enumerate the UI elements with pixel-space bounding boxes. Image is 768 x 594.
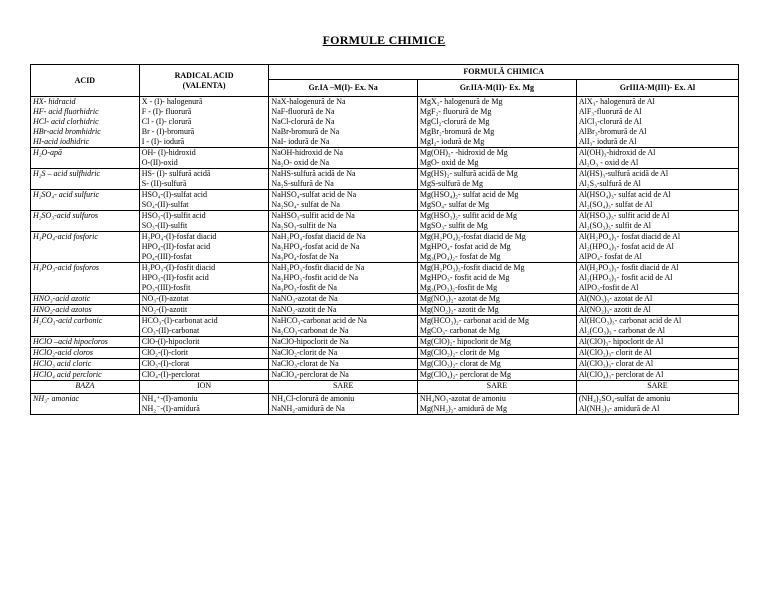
cell-line: Al(NO₃)₃- azotat de Al <box>578 294 653 303</box>
cell-line: S- (II)-sulfură <box>141 179 187 188</box>
cell-line: NaI- iodură de Na <box>271 137 330 146</box>
radical-cell <box>139 305 269 316</box>
cell-line: Al₂(SO₃)₃- sulfit de Al <box>578 221 651 230</box>
al-salt-cell <box>576 211 738 232</box>
table-row <box>31 211 739 232</box>
al-salt-cell <box>576 263 738 294</box>
na-salt-cell <box>269 294 417 305</box>
na-salt-cell <box>269 211 417 232</box>
cell-line: Br - (I)-bromură <box>141 127 195 136</box>
cell-line: PO₄-(III)-fosfat <box>141 252 192 261</box>
al-salt-cell <box>576 294 738 305</box>
na-salt-cell <box>269 190 417 211</box>
cell-line: Al(H₂PO₄)₃- fosfat diacid de Al <box>578 232 681 241</box>
acid-cell <box>31 359 140 370</box>
section-sare-al: SARE <box>576 381 738 394</box>
mg-salt-cell <box>417 370 576 381</box>
cell-line: MgBr₂-bromură de Mg <box>419 127 495 136</box>
cell-line: Na₂CO₃-carbonat de Na <box>271 326 349 335</box>
header-acid: ACID <box>31 65 140 97</box>
radical-cell <box>139 97 269 148</box>
cell-line: H₂PO₄-(I)-fosfat diacid <box>141 232 217 241</box>
cell-line: HClO₄ acid percloric <box>33 370 102 379</box>
mg-salt-cell <box>417 169 576 190</box>
cell-line: NaH₂PO₃-fosfit diacid de Na <box>271 263 365 272</box>
cell-line: NaCl-clorură de Na <box>271 117 335 126</box>
na-salt-cell <box>269 148 417 169</box>
cell-line: Na₂SO₄- sulfat de Na <box>271 200 340 209</box>
cell-line: Mg(H₂PO₄)₂-fosfat diacid de Mg <box>419 232 526 241</box>
section-baza: BAZA <box>31 381 140 394</box>
cell-line: HSO₄-(I)-sulfat acid <box>141 190 207 199</box>
radical-cell <box>139 337 269 348</box>
cell-line: Mg₃(PO₄)₂- fosfat de Mg <box>419 252 501 261</box>
cell-line: Na₂HPO₃-fosfit acid de Na <box>271 273 359 282</box>
section-ion: ION <box>139 381 269 394</box>
cell-line: NO₃-(I)-azotat <box>141 294 189 303</box>
cell-line: NH₃- amoniac <box>33 394 80 403</box>
acid-cell <box>31 190 140 211</box>
cell-line: MgCl₂-clorură de Mg <box>419 117 490 126</box>
cell-line: MgF₂- fluorură de Mg <box>419 107 492 116</box>
cell-line: Mg₃(PO₃)₂-fosfit de Mg <box>419 283 498 292</box>
na-salt-cell <box>269 359 417 370</box>
mg-salt-cell <box>417 337 576 348</box>
cell-line: MgHPO₃- fosfit acid de Mg <box>419 273 510 282</box>
cell-line: ClO₃-(I)-clorat <box>141 359 190 368</box>
cell-line: Mg(NH₂)₂- amidură de Mg <box>419 404 508 413</box>
cell-line: NaNO₂-azotit de Na <box>271 305 337 314</box>
cell-line: HPO₄-(II)-fosfat acid <box>141 242 211 251</box>
cell-line: HF- acid fluorhidric <box>33 107 99 116</box>
cell-line: Al(NO₂)₃- azotit de Al <box>578 305 651 314</box>
cell-line: H₂PO₃-(I)-fosfit diacid <box>141 263 216 272</box>
base-section-header <box>31 381 739 394</box>
al-salt-cell <box>576 232 738 263</box>
table-row <box>31 190 739 211</box>
cell-line: Mg(ClO₄)₂- perclorat de Mg <box>419 370 512 379</box>
acid-cell <box>31 316 140 337</box>
cell-line: HNO₂-acid azotos <box>33 305 92 314</box>
cell-line: X - (I)- halogenură <box>141 97 203 106</box>
cell-line: HNO₃-acid azotic <box>33 294 91 303</box>
cell-line: Al₂S₃-sulfură de Al <box>578 179 641 188</box>
cell-line: HSO₃-(I)-sulfit acid <box>141 211 206 220</box>
cell-line: Al(ClO)₃- hipoclorit de Al <box>578 337 664 346</box>
cell-line: Na₂O- oxid de Na <box>271 158 330 167</box>
cell-line: Mg(H₂PO₃)₂-fosfit diacid de Mg <box>419 263 525 272</box>
cell-line: HX- hidracid <box>33 97 76 106</box>
table-row <box>31 169 739 190</box>
header-group-na: Gr.IA –M(I)- Ex. Na <box>269 80 417 97</box>
cell-line: Mg(ClO₃)₂- clorat de Mg <box>419 359 501 368</box>
cell-line: Al(ClO₄)₃- perclorat de Al <box>578 370 664 379</box>
na-salt-cell <box>269 305 417 316</box>
cell-line: Al(HSO₃)₃- sulfit acid de Al <box>578 211 670 220</box>
na-salt-cell <box>269 348 417 359</box>
acid-cell <box>31 169 140 190</box>
radical-cell <box>139 348 269 359</box>
cell-line: AlPO₃-fosfit de Al <box>578 283 639 292</box>
cell-line: H₂SO₃-acid sulfuros <box>33 211 99 220</box>
al-salt-cell <box>576 370 738 381</box>
cell-line: NaHSO₃-sulfit acid de Na <box>271 211 355 220</box>
table-row <box>31 337 739 348</box>
cell-line: Cl - (I)- clorură <box>141 117 192 126</box>
cell-line: AlI₃- iodură de Al <box>578 137 637 146</box>
table-row <box>31 316 739 337</box>
cell-line: HClO₃ acid cloric <box>33 359 92 368</box>
cell-line: Al(ClO₃)₃- clorat de Al <box>578 359 654 368</box>
cell-line: NaClO₂-clorit de Na <box>271 348 338 357</box>
radical-cell <box>139 370 269 381</box>
radical-cell <box>139 294 269 305</box>
base-row <box>31 394 739 415</box>
cell-line: NaBr-bromură de Na <box>271 127 340 136</box>
table-body <box>31 97 739 381</box>
base-radical-cell <box>139 394 269 415</box>
mg-salt-cell <box>417 190 576 211</box>
al-salt-cell <box>576 190 738 211</box>
cell-line: NaHS-sulfură acidă de Na <box>271 169 356 178</box>
cell-line: H₃PO₄-acid fosforic <box>33 232 98 241</box>
table-row <box>31 370 739 381</box>
na-salt-cell <box>269 370 417 381</box>
cell-line: Na₂HPO₄-fosfat acid de Na <box>271 242 360 251</box>
cell-line: AlX₃- halogenură de Al <box>578 97 655 106</box>
cell-line: Mg(HCO₃)₂- carbonat acid de Mg <box>419 316 530 325</box>
table-row <box>31 359 739 370</box>
radical-cell <box>139 316 269 337</box>
acid-cell <box>31 348 140 359</box>
cell-line: AlBr₃-bromură de Al <box>578 127 647 136</box>
acid-cell <box>31 148 140 169</box>
acid-cell <box>31 294 140 305</box>
radical-cell <box>139 190 269 211</box>
cell-line: Al₂(HPO₃)₃- fosfit acid de Al <box>578 273 673 282</box>
cell-line: HS- (I)- sulfură acidă <box>141 169 211 178</box>
cell-line: PO₃-(III)-fosfit <box>141 283 191 292</box>
al-salt-cell <box>576 316 738 337</box>
cell-line: Al(OH)₃-hidroxid de Al <box>578 148 656 157</box>
mg-salt-cell <box>417 263 576 294</box>
cell-line: NaF-fluorură de Na <box>271 107 335 116</box>
table-row <box>31 232 739 263</box>
cell-line: Mg(ClO)₂- hipoclorit de Mg <box>419 337 511 346</box>
cell-line: Mg(ClO₂)₂- clorit de Mg <box>419 348 500 357</box>
cell-line: NH₄Cl-clorură de amoniu <box>271 394 355 403</box>
cell-line: Mg(NO₂)₂- azotit de Mg <box>419 305 499 314</box>
cell-line: Al₂(CO₃)₃ - carbonat de Al <box>578 326 665 335</box>
al-salt-cell <box>576 348 738 359</box>
base-al-cell <box>576 394 738 415</box>
cell-line: SO₃-(II)-sulfit <box>141 221 188 230</box>
acid-cell <box>31 232 140 263</box>
cell-line: Mg(HSO₄)₂- sulfat acid de Mg <box>419 190 519 199</box>
mg-salt-cell <box>417 305 576 316</box>
cell-line: NaH₂PO₄-fosfat diacid de Na <box>271 232 366 241</box>
cell-line: HPO₃-(II)-fosfit acid <box>141 273 209 282</box>
cell-line: Al(NH₂)₃- amidură de Al <box>578 404 660 413</box>
header-row-top <box>31 65 739 80</box>
al-salt-cell <box>576 169 738 190</box>
cell-line: CO₃-(II)-carbonat <box>141 326 200 335</box>
na-salt-cell <box>269 337 417 348</box>
radical-cell <box>139 211 269 232</box>
mg-salt-cell <box>417 316 576 337</box>
cell-line: NaNH₂-amidură de Na <box>271 404 345 413</box>
cell-line: AlPO₄- fosfat de Al <box>578 252 642 261</box>
cell-line: Al(HS)₃-sulfură acidă de Al <box>578 169 669 178</box>
cell-line: (NH₄)₂SO₄-sulfat de amoniu <box>578 394 671 403</box>
na-salt-cell <box>269 97 417 148</box>
cell-line: MgS-sulfură de Mg <box>419 179 484 188</box>
header-group-mg: Gr.IIA-M(II)- Ex. Mg <box>417 80 576 97</box>
cell-line: Mg(HS)₂- sulfură acidă de Mg <box>419 169 518 178</box>
cell-line: Na₃PO₄-fosfat de Na <box>271 252 339 261</box>
radical-cell <box>139 169 269 190</box>
cell-line: NaHSO₄-sulfat acid de Na <box>271 190 357 199</box>
cell-line: NaOH-hidroxid de Na <box>271 148 343 157</box>
acid-cell <box>31 370 140 381</box>
cell-line: NaHCO₃-carbonat acid de Na <box>271 316 367 325</box>
cell-line: MgHPO₄- fosfat acid de Mg <box>419 242 511 251</box>
al-salt-cell <box>576 337 738 348</box>
cell-line: MgSO₄- sulfat de Mg <box>419 200 490 209</box>
header-formula: FORMULĂ CHIMICA <box>269 65 739 80</box>
cell-line: ClO-(I)-hipoclorit <box>141 337 200 346</box>
mg-salt-cell <box>417 348 576 359</box>
cell-line: ClO₄-(I)-perclorat <box>141 370 200 379</box>
cell-line: H₂O-apă <box>33 148 62 157</box>
mg-salt-cell <box>417 97 576 148</box>
formulas-table <box>30 64 739 415</box>
mg-salt-cell <box>417 148 576 169</box>
cell-line: Al₂(HPO₄)₃- fosfat acid de Al <box>578 242 674 251</box>
base-acid-cell <box>31 394 140 415</box>
cell-line: MgX₂- halogenură de Mg <box>419 97 503 106</box>
section-sare-mg: SARE <box>417 381 576 394</box>
cell-line: Al(HSO₄)₃- sulfat acid de Al <box>578 190 671 199</box>
cell-line: HI-acid iodhidric <box>33 137 90 146</box>
cell-line: NH₄⁺-(I)-amoniu <box>141 394 198 403</box>
cell-line: HCl- acid clorhidric <box>33 117 99 126</box>
cell-line: HClO₂-acid cloros <box>33 348 94 357</box>
cell-line: Mg(OH)₂- -hidroxid de Mg <box>419 148 508 157</box>
cell-line: F - (I)- fluorură <box>141 107 192 116</box>
cell-line: SO₄-(II)-sulfat <box>141 200 189 209</box>
base-na-cell <box>269 394 417 415</box>
radical-cell <box>139 148 269 169</box>
cell-line: NO₂-(I)-azotit <box>141 305 188 314</box>
cell-line: HClO –acid hipocloros <box>33 337 108 346</box>
cell-line: AlF₃-fluorură de Al <box>578 107 642 116</box>
na-salt-cell <box>269 232 417 263</box>
mg-salt-cell <box>417 211 576 232</box>
cell-line: Al(HCO₃)₃- carbonat acid de Al <box>578 316 682 325</box>
cell-line: NaNO₃-azotat de Na <box>271 294 338 303</box>
header-group-al: GrIIIA-M(III)- Ex. Al <box>576 80 738 97</box>
cell-line: OH- (I)-hidroxid <box>141 148 196 157</box>
cell-line: NaX-halogenură de Na <box>271 97 346 106</box>
cell-line: Al(ClO₂)₃- clorit de Al <box>578 348 652 357</box>
acid-cell <box>31 97 140 148</box>
na-salt-cell <box>269 263 417 294</box>
cell-line: HCO₃-(I)-carbonat acid <box>141 316 218 325</box>
table-row <box>31 263 739 294</box>
table-row <box>31 148 739 169</box>
header-radical: RADICAL ACID (VALENTA) <box>139 65 269 97</box>
cell-line: Mg(NO₃)₂- azotat de Mg <box>419 294 500 303</box>
cell-line: Na₂SO₃-sulfit de Na <box>271 221 337 230</box>
cell-line: ClO₂-(I)-clorit <box>141 348 189 357</box>
cell-line: H₂CO₃-acid carbonic <box>33 316 103 325</box>
cell-line: HBr-acid bromhidric <box>33 127 101 136</box>
acid-cell <box>31 211 140 232</box>
cell-line: MgCO₃- carbonat de Mg <box>419 326 500 335</box>
acid-cell <box>31 305 140 316</box>
cell-line: Al(H₂PO₃)₃- fosfit diacid de Al <box>578 263 679 272</box>
mg-salt-cell <box>417 232 576 263</box>
radical-cell <box>139 263 269 294</box>
cell-line: Al₂(SO₄)₃- sulfat de Al <box>578 200 653 209</box>
cell-line: O-(II)-oxid <box>141 158 178 167</box>
radical-cell <box>139 232 269 263</box>
section-sare-na: SARE <box>269 381 417 394</box>
table-row <box>31 294 739 305</box>
cell-line: AlCl₃-clorură de Al <box>578 117 642 126</box>
mg-salt-cell <box>417 294 576 305</box>
page-title: FORMULE CHIMICE <box>322 33 446 47</box>
cell-line: H₂S – acid sulfhidric <box>33 169 100 178</box>
cell-line: NaClO₃-clorat de Na <box>271 359 339 368</box>
acid-cell <box>31 337 140 348</box>
cell-line: MgSO₃- sulfit de Mg <box>419 221 488 230</box>
cell-line: I - (I)- iodură <box>141 137 185 146</box>
al-salt-cell <box>576 97 738 148</box>
radical-cell <box>139 359 269 370</box>
mg-salt-cell <box>417 359 576 370</box>
cell-line: NH₂⁻-(I)-amidură <box>141 404 200 413</box>
cell-line: Al₂O₃ - oxid de Al <box>578 158 639 167</box>
cell-line: H₃PO₃-acid fosforos <box>33 263 99 272</box>
cell-line: Na₂S-sulfură de Na <box>271 179 334 188</box>
cell-line: MgI₂- iodură de Mg <box>419 137 485 146</box>
cell-line: NH₄NO₃-azotat de amoniu <box>419 394 506 403</box>
na-salt-cell <box>269 169 417 190</box>
cell-line: NaClO₄-perclorat de Na <box>271 370 349 379</box>
cell-line: NaClO-hipoclorit de Na <box>271 337 349 346</box>
table-row <box>31 348 739 359</box>
base-mg-cell <box>417 394 576 415</box>
al-salt-cell <box>576 359 738 370</box>
cell-line: MgO- oxid de Mg <box>419 158 479 167</box>
acid-cell <box>31 263 140 294</box>
table-row <box>31 97 739 148</box>
cell-line: Na₃PO₃-fosfit de Na <box>271 283 337 292</box>
cell-line: Mg(HSO₃)₂- sulfit acid de Mg <box>419 211 518 220</box>
al-salt-cell <box>576 148 738 169</box>
cell-line: H₂SO₄- acid sulfuric <box>33 190 99 199</box>
al-salt-cell <box>576 305 738 316</box>
na-salt-cell <box>269 316 417 337</box>
table-row <box>31 305 739 316</box>
